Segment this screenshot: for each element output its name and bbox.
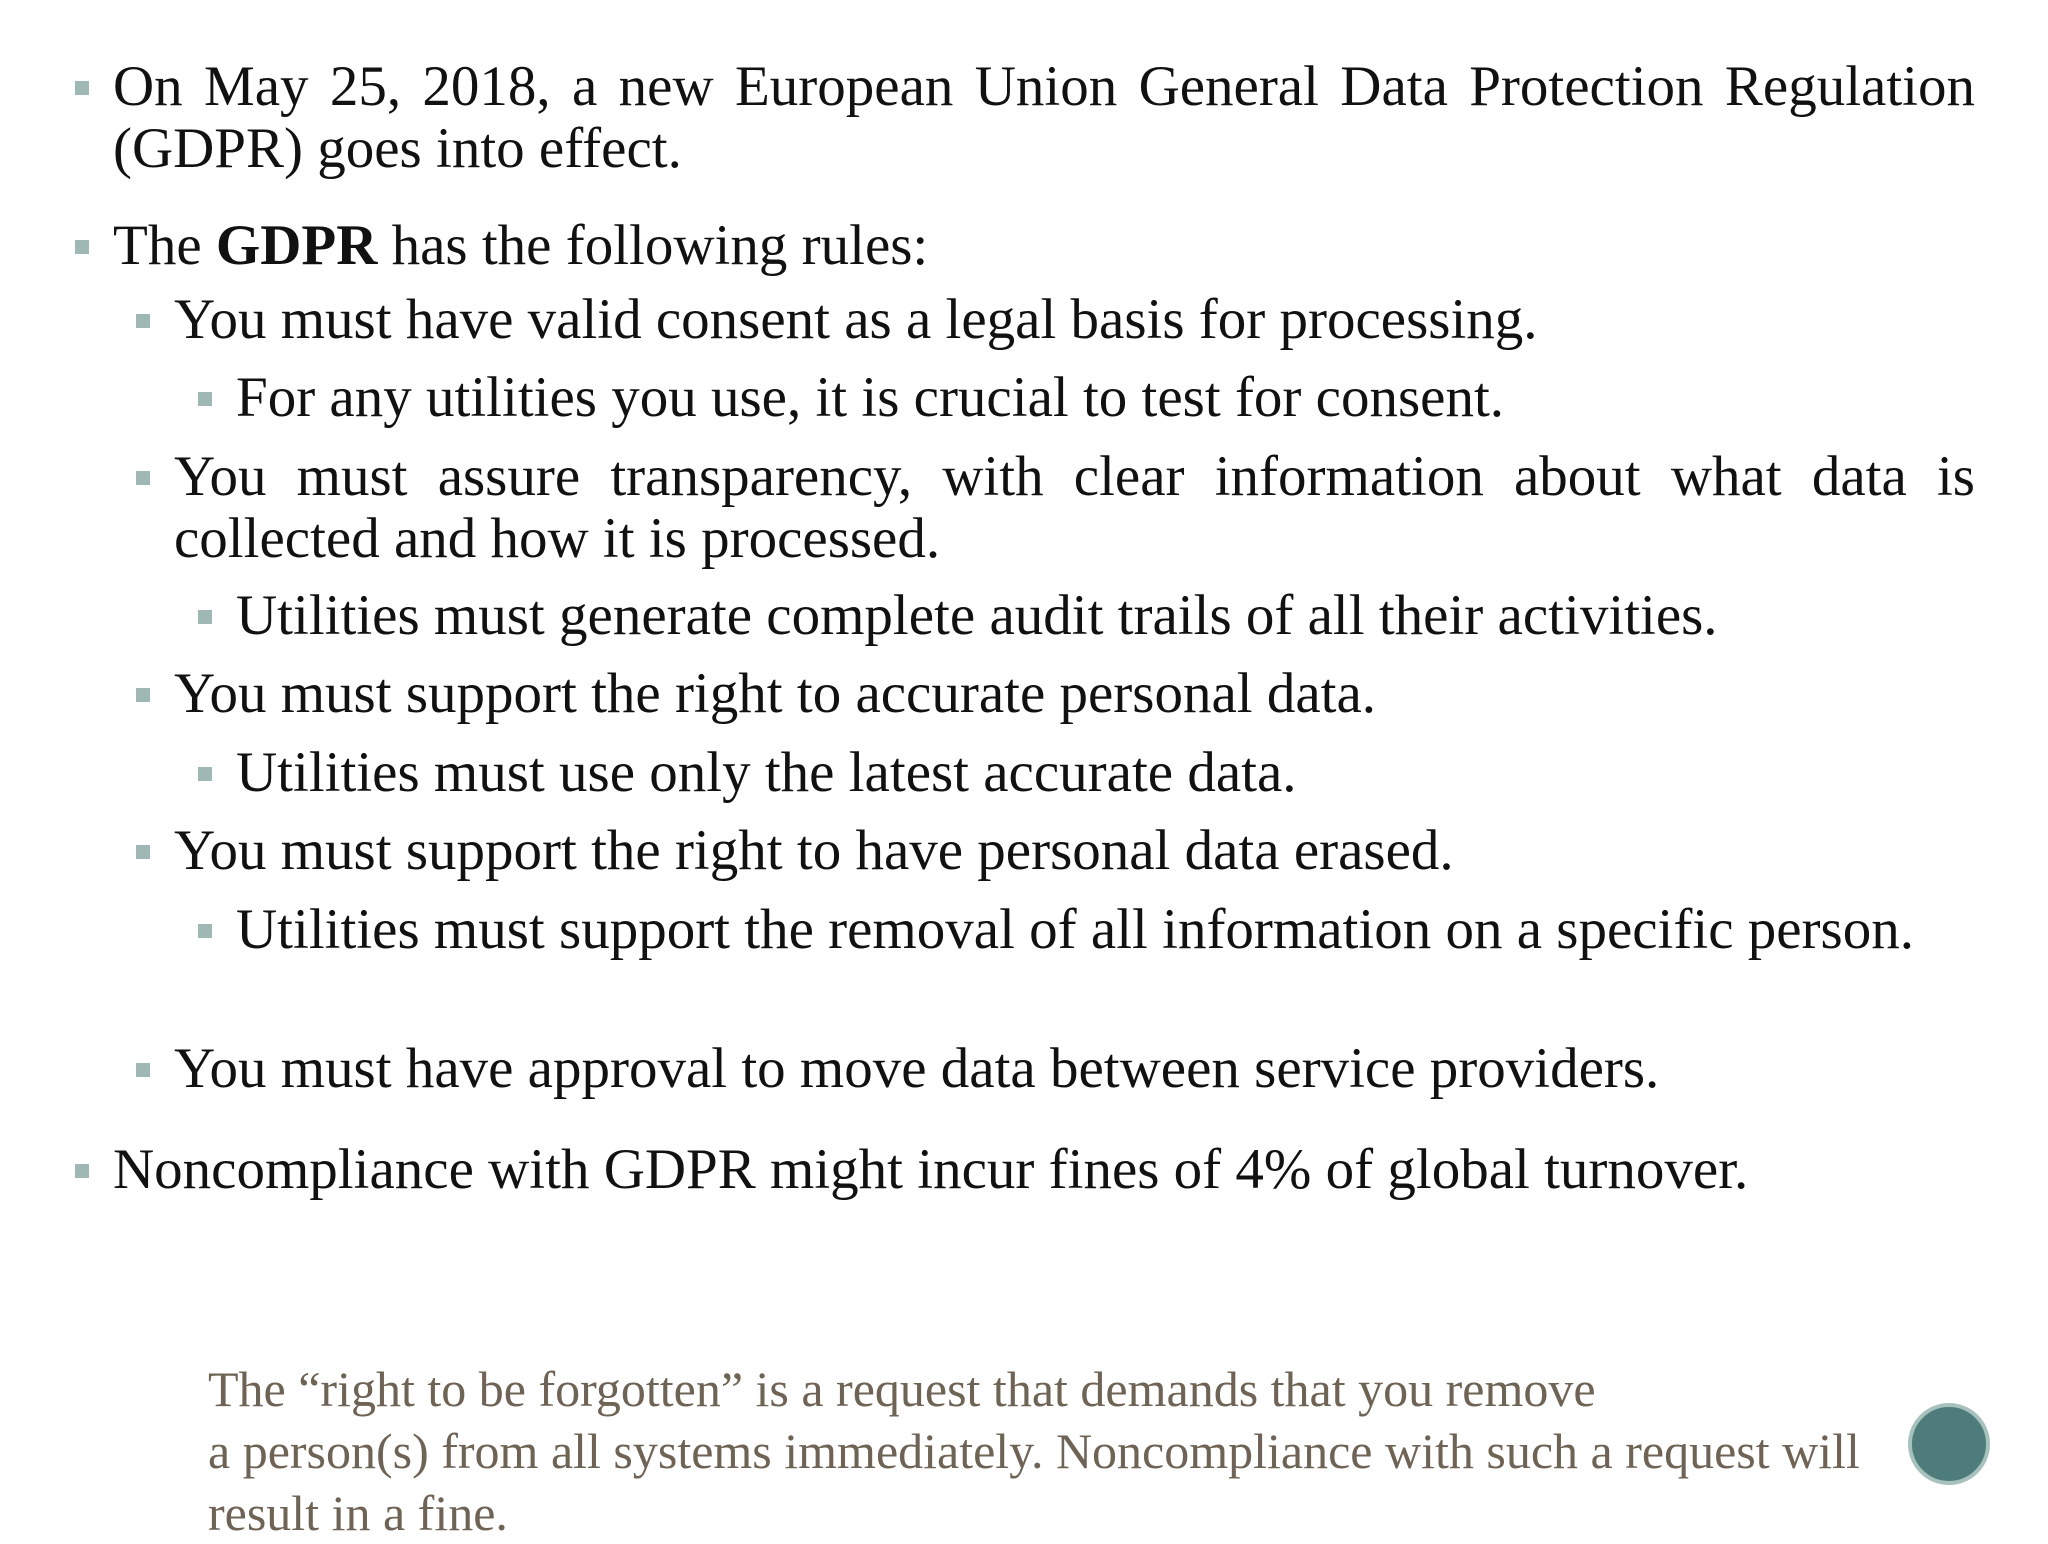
bullet-text-prefix: The [113,214,216,277]
bullet-marker [198,610,212,624]
bullet-marker [75,1164,89,1178]
bullet-marker [136,845,150,859]
rule-transparency-sub [236,585,1975,647]
rule-erasure [174,820,1975,882]
bullet-marker [75,81,89,95]
rule-text: You must support the right to accurate personal data. [174,662,1377,725]
bullet-gdpr-effective [113,56,1975,180]
rule-transparency [174,446,1975,570]
rule-consent-sub [236,367,1975,429]
bullet-marker [198,924,212,938]
rule-sub-text: Utilities must generate complete audit trails of all their activities. [236,584,1718,647]
bullet-text: On May 25, 2018, a new European Union General Data Protection Regulation (GDPR) goes into effect. [113,55,1975,180]
note-line: result in a fine. [208,1485,508,1541]
rule-sub-text: Utilities must support the removal of all information on a specific person. [236,898,1914,961]
rule-text: You must assure transparency, with clear information about what data is collected and how it is processed. [174,445,1975,570]
note-line: a person(s) from all systems immediately. Noncompliance with such a request will [208,1423,1860,1479]
note-line: The “right to be forgotten” is a request that demands that you remove [208,1361,1596,1417]
rule-consent [174,289,1975,351]
rule-text: You must support the right to have personal data erased. [174,819,1454,882]
rule-accurate-data-sub [236,742,1975,804]
rule-accurate-data [174,663,1975,725]
rule-text: You must have approval to move data between service providers. [174,1037,1660,1100]
bullet-marker [198,767,212,781]
bullet-marker [75,240,89,254]
bullet-marker [136,471,150,485]
right-to-be-forgotten-note [208,1358,2048,1544]
rule-text: You must have valid consent as a legal basis for processing. [174,288,1538,351]
rule-data-portability [174,1038,1975,1100]
page-badge-circle [1908,1403,1990,1485]
bullet-marker [136,688,150,702]
bullet-text: Noncompliance with GDPR might incur fines of 4% of global turnover. [113,1138,1749,1201]
bullet-noncompliance [113,1139,1975,1201]
bullet-marker [136,314,150,328]
bullet-marker [136,1063,150,1077]
rule-sub-text: Utilities must use only the latest accurate data. [236,741,1297,804]
bullet-text-suffix: has the following rules: [377,214,929,277]
bullet-marker [198,392,212,406]
rule-sub-text: For any utilities you use, it is crucial to test for consent. [236,366,1505,429]
bullet-text-bold: GDPR [215,214,378,277]
rule-erasure-sub [236,899,1975,961]
bullet-gdpr-rules [113,215,1975,277]
